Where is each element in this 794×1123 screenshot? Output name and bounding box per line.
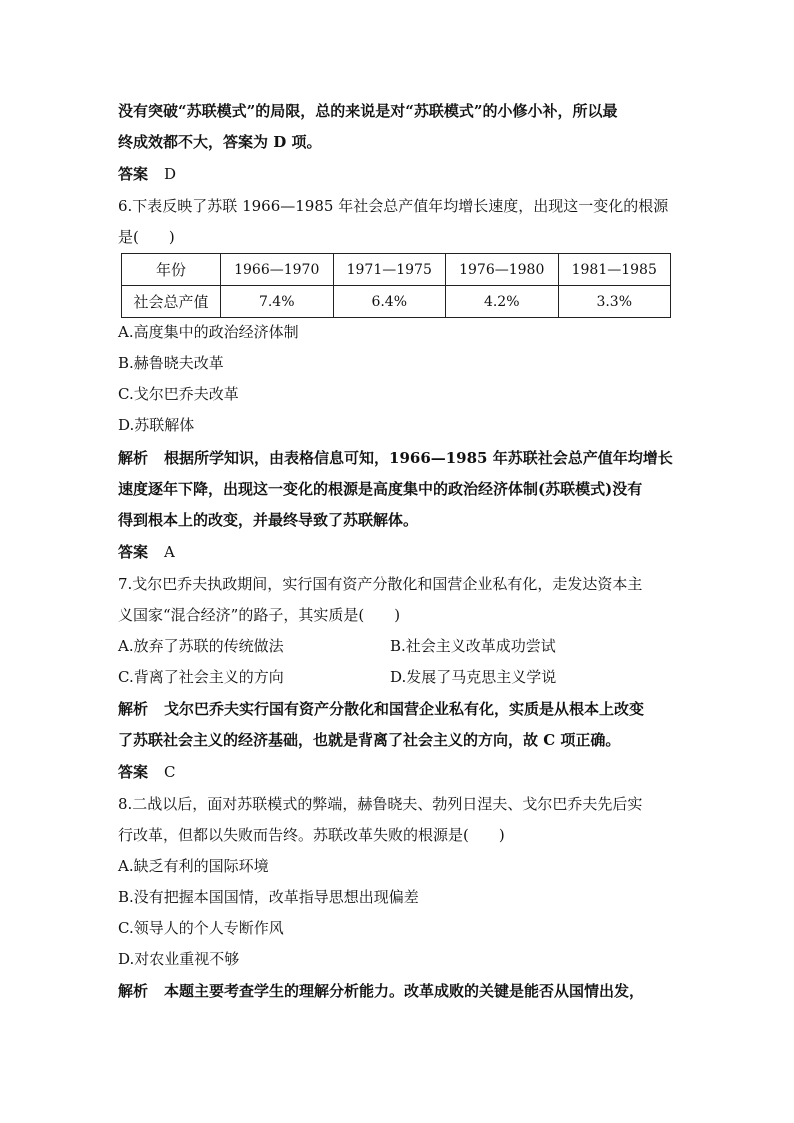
q8-stem-line-2: 行改革，但都以失败而告终。苏联改革失败的根源是( ) [118, 826, 505, 844]
q6-analysis-line-2: 速度逐年下降，出现这一变化的根源是高度集中的政治经济体制(苏联模式)没有 [118, 480, 643, 498]
q6-analysis-line-3: 得到根本上的改变，并最终导致了苏联解体。 [118, 511, 419, 529]
table-cell-value: 4.2% [446, 286, 559, 318]
q6-option-d: D.苏联解体 [118, 416, 195, 434]
q8-option-a: A.缺乏有利的国际环境 [118, 857, 269, 875]
table-header-output: 社会总产值 [122, 286, 221, 318]
answer-label: 答案 [118, 543, 149, 561]
table-cell-value: 3.3% [558, 286, 671, 318]
table-cell-period: 1966—1970 [221, 254, 334, 286]
analysis-text: 本题主要考查学生的理解分析能力。改革成败的关键是能否从国情出发， [164, 982, 645, 1000]
q6-stem-line-1: 6.下表反映了苏联 1966—1985 年社会总产值年均增长速度，出现这一变化的根源 [118, 197, 669, 215]
q6-stem-line-2: 是( ) [118, 228, 175, 246]
analysis-label: 解析 [118, 982, 149, 1000]
analysis-label: 解析 [118, 449, 149, 467]
q7-analysis-line-2: 了苏联社会主义的经济基础，也就是背离了社会主义的方向，故 C 项正确。 [118, 731, 621, 749]
intro-line-1: 没有突破“苏联模式”的局限，总的来说是对“苏联模式”的小修小补，所以最 [118, 102, 618, 120]
q8-option-c: C.领导人的个人专断作风 [118, 919, 284, 937]
q7-option-b: B.社会主义改革成功尝试 [390, 637, 556, 655]
analysis-text: 戈尔巴乔夫实行国有资产分散化和国营企业私有化，实质是从根本上改变 [164, 700, 645, 718]
q6-option-c: C.戈尔巴乔夫改革 [118, 385, 239, 403]
answer-label: 答案 [118, 763, 149, 781]
q7-option-c: C.背离了社会主义的方向 [118, 668, 284, 686]
table-row [122, 286, 671, 318]
q8-analysis-line-1 [118, 980, 644, 1002]
table-cell-period: 1981—1985 [558, 254, 671, 286]
table-row [122, 254, 671, 286]
q7-stem-line-1: 7.戈尔巴乔夫执政期间，实行国有资产分散化和国营企业私有化，走发达资本主 [118, 575, 643, 593]
q7-option-a: A.放弃了苏联的传统做法 [118, 637, 284, 655]
analysis-text: 根据所学知识，由表格信息可知，1966—1985 年苏联社会总产值年均增长 [164, 449, 673, 467]
q7-options-row-2 [118, 666, 680, 688]
q7-options-row-1 [118, 635, 680, 657]
q7-analysis-line-1 [118, 698, 644, 720]
table-cell-value: 7.4% [221, 286, 334, 318]
answer-value: C [164, 763, 176, 781]
table-cell-period: 1971—1975 [333, 254, 446, 286]
q7-stem-line-2: 义国家“混合经济”的路子，其实质是( ) [118, 606, 401, 624]
q7-answer [118, 761, 175, 783]
q8-option-b: B.没有把握本国国情，改革指导思想出现偏差 [118, 888, 419, 906]
table-cell-period: 1976—1980 [446, 254, 559, 286]
intro-answer [118, 163, 176, 185]
answer-value: A [164, 543, 175, 561]
answer-value: D [164, 165, 177, 183]
q8-option-d: D.对农业重视不够 [118, 950, 240, 968]
q6-answer [118, 541, 175, 563]
q6-option-b: B.赫鲁晓夫改革 [118, 354, 224, 372]
q6-analysis-line-1 [118, 447, 673, 469]
answer-label: 答案 [118, 165, 149, 183]
q6-growth-table [121, 253, 671, 318]
q7-option-d: D.发展了马克思主义学说 [390, 668, 557, 686]
q8-stem-line-1: 8.二战以后，面对苏联模式的弊端，赫鲁晓夫、勃列日涅夫、戈尔巴乔夫先后实 [118, 795, 643, 813]
table-cell-value: 6.4% [333, 286, 446, 318]
q6-option-a: A.高度集中的政治经济体制 [118, 323, 299, 341]
intro-line-2: 终成效都不大，答案为 D 项。 [118, 133, 322, 151]
analysis-label: 解析 [118, 700, 149, 718]
table-header-year: 年份 [122, 254, 221, 286]
